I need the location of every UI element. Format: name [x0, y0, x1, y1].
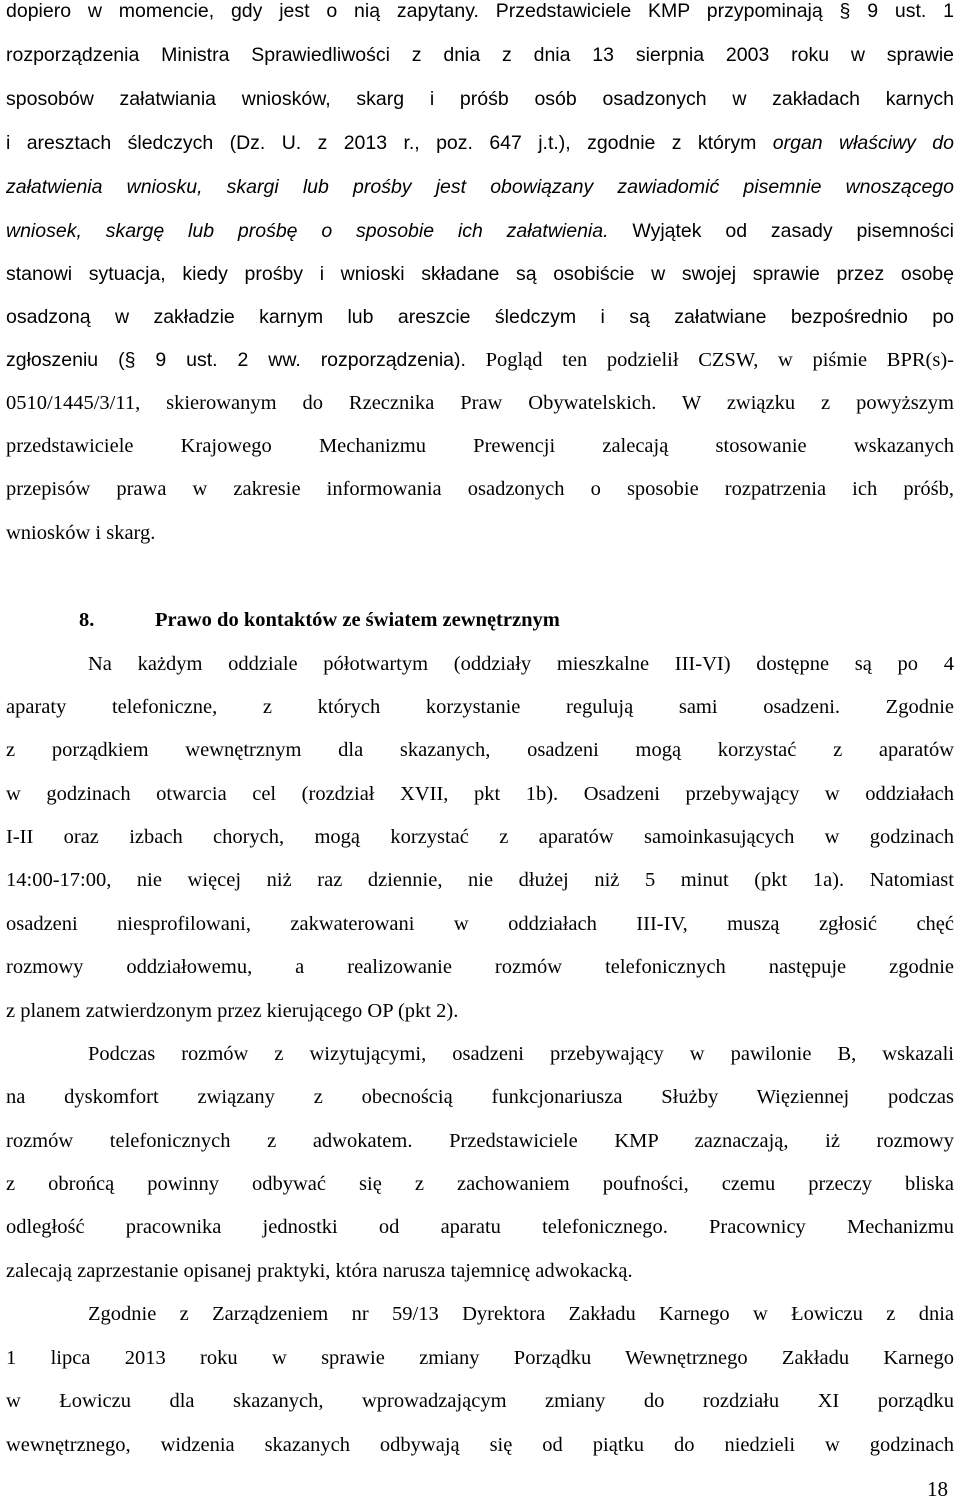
text-run: zgłoszeniu (§ 9 ust. 2 ww. rozporządzenia).: [6, 349, 466, 371]
text-line: I-II oraz izbach chorych, mogą korzystać z aparatów samoinkasujących w godzinach: [6, 826, 954, 848]
text-line: dopiero w momencie, gdy jest o nią zapytany. Przedstawiciele KMP przypominają § 9 ust. 1: [6, 0, 954, 22]
section-title: Prawo do kontaktów ze światem zewnętrznym: [155, 609, 560, 631]
page-number: 18: [927, 1477, 948, 1501]
text-line: odległość pracownika jednostki od aparatu telefonicznego. Pracownicy Mechanizmu: [6, 1216, 954, 1238]
italic-quote: organ właściwy do: [772, 132, 954, 154]
text-run: i aresztach śledczych (Dz. U. z 2013 r., poz. 647 j.t.), zgodnie z którym: [6, 132, 773, 154]
section-number: 8.: [79, 609, 95, 631]
text-line: [6, 128, 954, 158]
text-line: osadzeni niesprofilowani, zakwaterowani w oddziałach III-IV, muszą zgłosić chęć: [6, 913, 954, 935]
text-line: zalecają zaprzestanie opisanej praktyki, która narusza tajemnicę adwokacką.: [6, 1260, 633, 1282]
text-line: osadzoną w zakładzie karnym lub areszcie śledczym i są załatwiane bezpośrednio po: [6, 306, 954, 328]
text-line: przedstawiciele Krajowego Mechanizmu Prewencji zalecają stosowanie wskazanych: [6, 435, 954, 457]
text-line: wewnętrznego, widzenia skazanych odbywają się od piątku do niedzieli w godzinach: [6, 1434, 954, 1456]
text-line: z obrońcą powinny odbywać się z zachowaniem poufności, czemu przeczy bliska: [6, 1173, 954, 1195]
text-line: w Łowiczu dla skazanych, wprowadzającym zmiany do rozdziału XI porządku: [6, 1390, 954, 1412]
text-line: Zgodnie z Zarządzeniem nr 59/13 Dyrektora Zakładu Karnego w Łowiczu z dnia: [88, 1303, 954, 1325]
italic-quote-line: załatwienia wniosku, skargi lub prośby jest obowiązany zawiadomić pisemnie wnoszącego: [6, 176, 954, 198]
text-line: rozmowy oddziałowemu, a realizowanie rozmów telefonicznych następuje zgodnie: [6, 956, 954, 978]
italic-quote: wniosek, skargę lub prośbę o sposobie ich załatwienia.: [6, 220, 609, 242]
text-line: 14:00-17:00, nie więcej niż raz dziennie, nie dłużej niż 5 minut (pkt 1a). Natomiast: [6, 869, 954, 891]
text-line: 0510/1445/3/11, skierowanym do Rzecznika Praw Obywatelskich. W związku z powyższym: [6, 392, 954, 414]
text-line: sposobów załatwiania wniosków, skarg i próśb osób osadzonych w zakładach karnych: [6, 88, 954, 110]
text-line: 1 lipca 2013 roku w sprawie zmiany Porządku Wewnętrznego Zakładu Karnego: [6, 1347, 954, 1369]
text-line: Na każdym oddziale półotwartym (oddziały mieszkalne III-VI) dostępne są po 4: [88, 653, 954, 675]
text-line: Podczas rozmów z wizytującymi, osadzeni przebywający w pawilonie B, wskazali: [88, 1043, 954, 1065]
text-line: na dyskomfort związany z obecnością funkcjonariusza Służby Więziennej podczas: [6, 1086, 954, 1108]
text-line: przepisów prawa w zakresie informowania osadzonych o sposobie rozpatrzenia ich próśb,: [6, 478, 954, 500]
section-heading: [0, 605, 960, 635]
text-line: wniosków i skarg.: [6, 522, 156, 544]
text-line: [6, 216, 954, 246]
text-line: rozmów telefonicznych z adwokatem. Przedstawiciele KMP zaznaczają, iż rozmowy: [6, 1130, 954, 1152]
text-line: stanowi sytuacja, kiedy prośby i wnioski składane są osobiście w swojej sprawie przez osobę: [6, 263, 954, 285]
text-line: z porządkiem wewnętrznym dla skazanych, osadzeni mogą korzystać z aparatów: [6, 739, 954, 761]
text-line: [6, 345, 954, 375]
text-line: z planem zatwierdzonym przez kierującego OP (pkt 2).: [6, 1000, 459, 1022]
text-line: rozporządzenia Ministra Sprawiedliwości z dnia z dnia 13 sierpnia 2003 roku w sprawie: [6, 44, 954, 66]
text-run: Pogląd ten podzielił CZSW, w piśmie BPR(s)-: [465, 349, 954, 371]
text-line: w godzinach otwarcia cel (rozdział XVII, pkt 1b). Osadzeni przebywający w oddziałach: [6, 783, 954, 805]
text-run: Wyjątek od zasady pisemności: [608, 220, 954, 242]
text-line: aparaty telefoniczne, z których korzystanie regulują sami osadzeni. Zgodnie: [6, 696, 954, 718]
